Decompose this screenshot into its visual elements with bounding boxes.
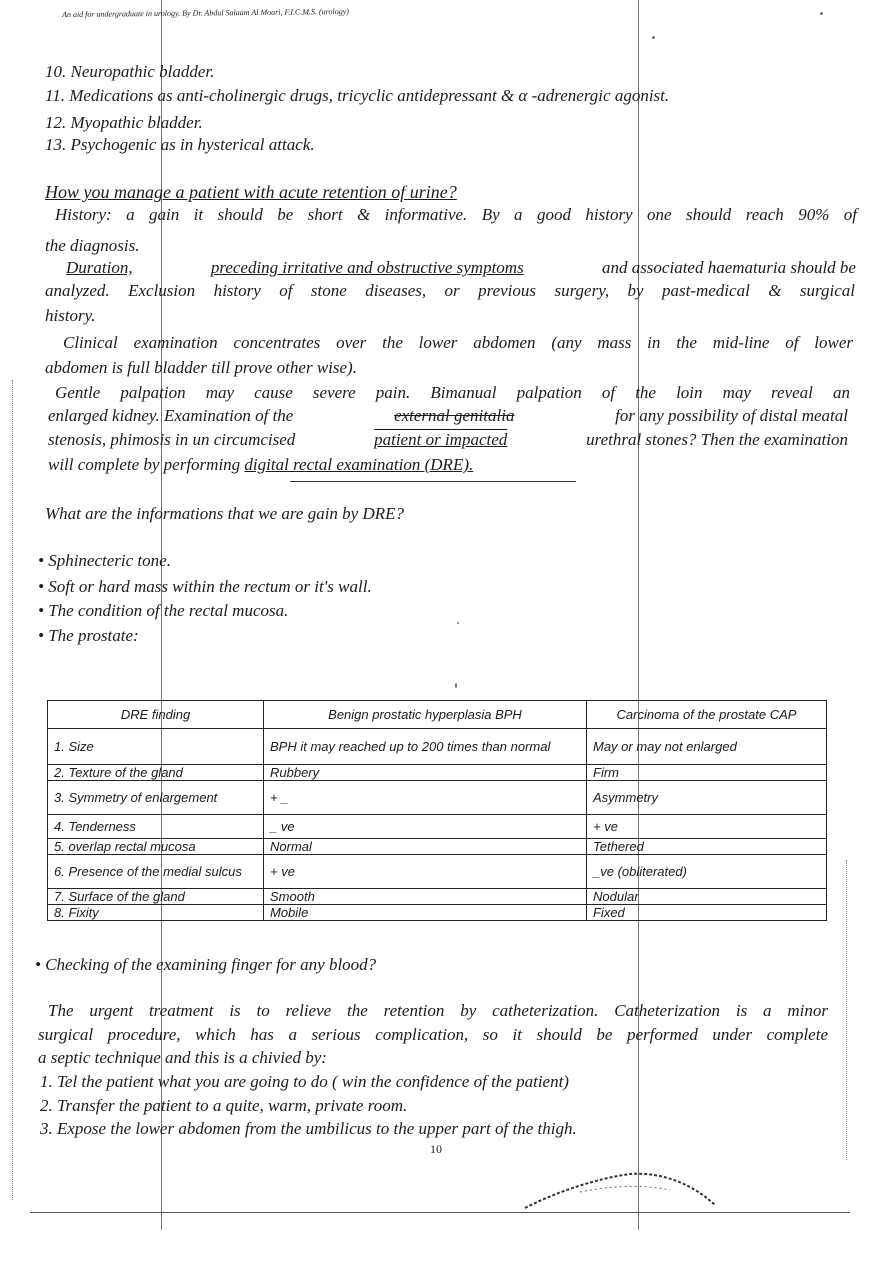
bph-cell: Mobile xyxy=(264,905,587,921)
bph-cell: Rubbery xyxy=(264,765,587,781)
scan-speck xyxy=(820,12,823,15)
finding-cell: 6. Presence of the medial sulcus xyxy=(48,855,264,889)
table-row xyxy=(48,729,827,765)
table-header-cell: DRE finding xyxy=(48,701,264,729)
bph-cell: + _ xyxy=(264,781,587,815)
cap-cell: Nodular xyxy=(587,889,827,905)
table-header-cell: Carcinoma of the prostate CAP xyxy=(587,701,827,729)
cap-cell: May or may not enlarged xyxy=(587,729,827,765)
cap-cell: Firm xyxy=(587,765,827,781)
checking-bullet-text: Checking of the examining finger for any blood? xyxy=(45,955,377,974)
gentle-text: for any possibility of distal meatal xyxy=(615,406,848,425)
gentle-line xyxy=(48,430,848,450)
table-header-cell: Benign prostatic hyperplasia BPH xyxy=(264,701,587,729)
history-word: history. xyxy=(45,306,96,325)
finding-cell: 2. Texture of the gland xyxy=(48,765,264,781)
bph-cell: BPH it may reached up to 200 times than normal xyxy=(264,729,587,765)
step-item: 2. Transfer the patient to a quite, warm, private room. xyxy=(40,1096,408,1115)
urgent-line: The urgent treatment is to relieve the retention by catheterization. Catheterization is a minor xyxy=(48,1001,828,1020)
dre-bullet-text: The condition of the rectal mucosa. xyxy=(48,601,289,620)
finding-cell: 1. Size xyxy=(48,729,264,765)
footer-rule xyxy=(30,1212,850,1213)
duration-line xyxy=(66,258,856,278)
table-row xyxy=(48,839,827,855)
gentle-text: will complete by performing xyxy=(48,455,241,474)
dre-bullet-text: Sphinecteric tone. xyxy=(48,551,171,570)
finding-cell: 3. Symmetry of enlargement xyxy=(48,781,264,815)
cap-cell: Fixed xyxy=(587,905,827,921)
scan-edge-noise-right xyxy=(846,860,847,1160)
table-row xyxy=(48,815,827,839)
cap-cell: Tethered xyxy=(587,839,827,855)
cap-cell: _ve (obliterated) xyxy=(587,855,827,889)
duration-underlined: preceding irritative and obstructive symptoms xyxy=(210,258,524,277)
cap-cell: Asymmetry xyxy=(587,781,827,815)
scan-speck xyxy=(455,683,457,688)
struck-text: external genitalia xyxy=(394,406,515,425)
scan-edge-noise-left xyxy=(12,380,13,1200)
gentle-text: enlarged kidney. Examination of the xyxy=(48,406,294,425)
step-item: 3. Expose the lower abdomen from the umbilicus to the upper part of the thigh. xyxy=(40,1119,577,1138)
scan-vertical-line-right xyxy=(638,0,639,1230)
dre-bullet-text: The prostate: xyxy=(48,626,139,645)
underlined-text: digital rectal examination (DRE). xyxy=(244,455,474,474)
dre-bullet: • Soft or hard mass within the rectum or it's wall. xyxy=(38,577,372,596)
urgent-line: surgical procedure, which has a serious complication, so it should be performed under complete xyxy=(38,1025,828,1044)
underline-rule xyxy=(290,481,576,482)
cap-cell: + ve xyxy=(587,815,827,839)
gentle-line: Gentle palpation may cause severe pain. Bimanual palpation of the loin may reveal an xyxy=(55,383,850,402)
bph-cell: _ ve xyxy=(264,815,587,839)
dre-bullet: • Sphinecteric tone. xyxy=(38,551,171,570)
bph-cell: Smooth xyxy=(264,889,587,905)
list-item: 13. Psychogenic as in hysterical attack. xyxy=(45,135,315,154)
list-item: 10. Neuropathic bladder. xyxy=(45,62,215,81)
page-header: An aid for undergraduate in urology. By Dr. Abdul Salaam Al Moari, F.I.C.M.S. (urology) xyxy=(62,6,349,19)
bph-cell: Normal xyxy=(264,839,587,855)
dre-bullet: • The condition of the rectal mucosa. xyxy=(38,601,289,620)
finding-cell: 4. Tenderness xyxy=(48,815,264,839)
duration-suffix: and associated haematuria should be xyxy=(601,258,856,277)
table-row xyxy=(48,889,827,905)
bph-cell: + ve xyxy=(264,855,587,889)
duration-prefix: Duration, xyxy=(66,258,133,277)
footer-flourish-decoration xyxy=(520,1160,720,1212)
table-row xyxy=(48,905,827,921)
dre-bullet: • The prostate: xyxy=(38,626,139,645)
finding-cell: 5. overlap rectal mucosa xyxy=(48,839,264,855)
history-paragraph-line: History: a gain it should be short & informative. By a good history one should reach 90% of xyxy=(55,205,857,224)
urgent-line: a septic technique and this is a chivied by: xyxy=(38,1048,327,1067)
list-item: 12. Myopathic bladder. xyxy=(45,113,203,132)
table-row xyxy=(48,765,827,781)
dre-bullet-text: Soft or hard mass within the rectum or it's wall. xyxy=(48,577,372,596)
section-heading: How you manage a patient with acute retention of urine? xyxy=(45,182,457,202)
table-row xyxy=(48,781,827,815)
gentle-text: urethral stones? Then the examination xyxy=(586,430,848,449)
table-row xyxy=(48,855,827,889)
clinical-line: Clinical examination concentrates over the lower abdomen (any mass in the mid-line of lower xyxy=(63,333,853,352)
gentle-line xyxy=(48,455,473,475)
checking-bullet: • Checking of the examining finger for any blood? xyxy=(35,955,377,974)
list-item: 11. Medications as anti-cholinergic drugs, tricyclic antidepressant & α -adrenergic agonist. xyxy=(45,86,670,105)
gentle-line xyxy=(48,406,848,426)
finding-cell: 8. Fixity xyxy=(48,905,264,921)
table-header-row xyxy=(48,701,827,729)
gentle-text: stenosis, phimosis in un circumcised xyxy=(48,430,296,449)
finding-cell: 7. Surface of the gland xyxy=(48,889,264,905)
clinical-line: abdomen is full bladder till prove other wise). xyxy=(45,358,357,377)
step-item: 1. Tel the patient what you are going to do ( win the confidence of the patient) xyxy=(40,1072,569,1091)
page-number: 10 xyxy=(430,1142,442,1156)
dre-comparison-table xyxy=(47,700,827,921)
underlined-text: patient or impacted xyxy=(374,430,508,449)
dre-question: What are the informations that we are gain by DRE? xyxy=(45,504,405,523)
scan-speck xyxy=(652,36,655,39)
analyzed-line: analyzed. Exclusion history of stone diseases, or previous surgery, by past-medical & surgical xyxy=(45,281,855,300)
scan-speck xyxy=(457,622,459,624)
history-paragraph-line: the diagnosis. xyxy=(45,236,140,255)
